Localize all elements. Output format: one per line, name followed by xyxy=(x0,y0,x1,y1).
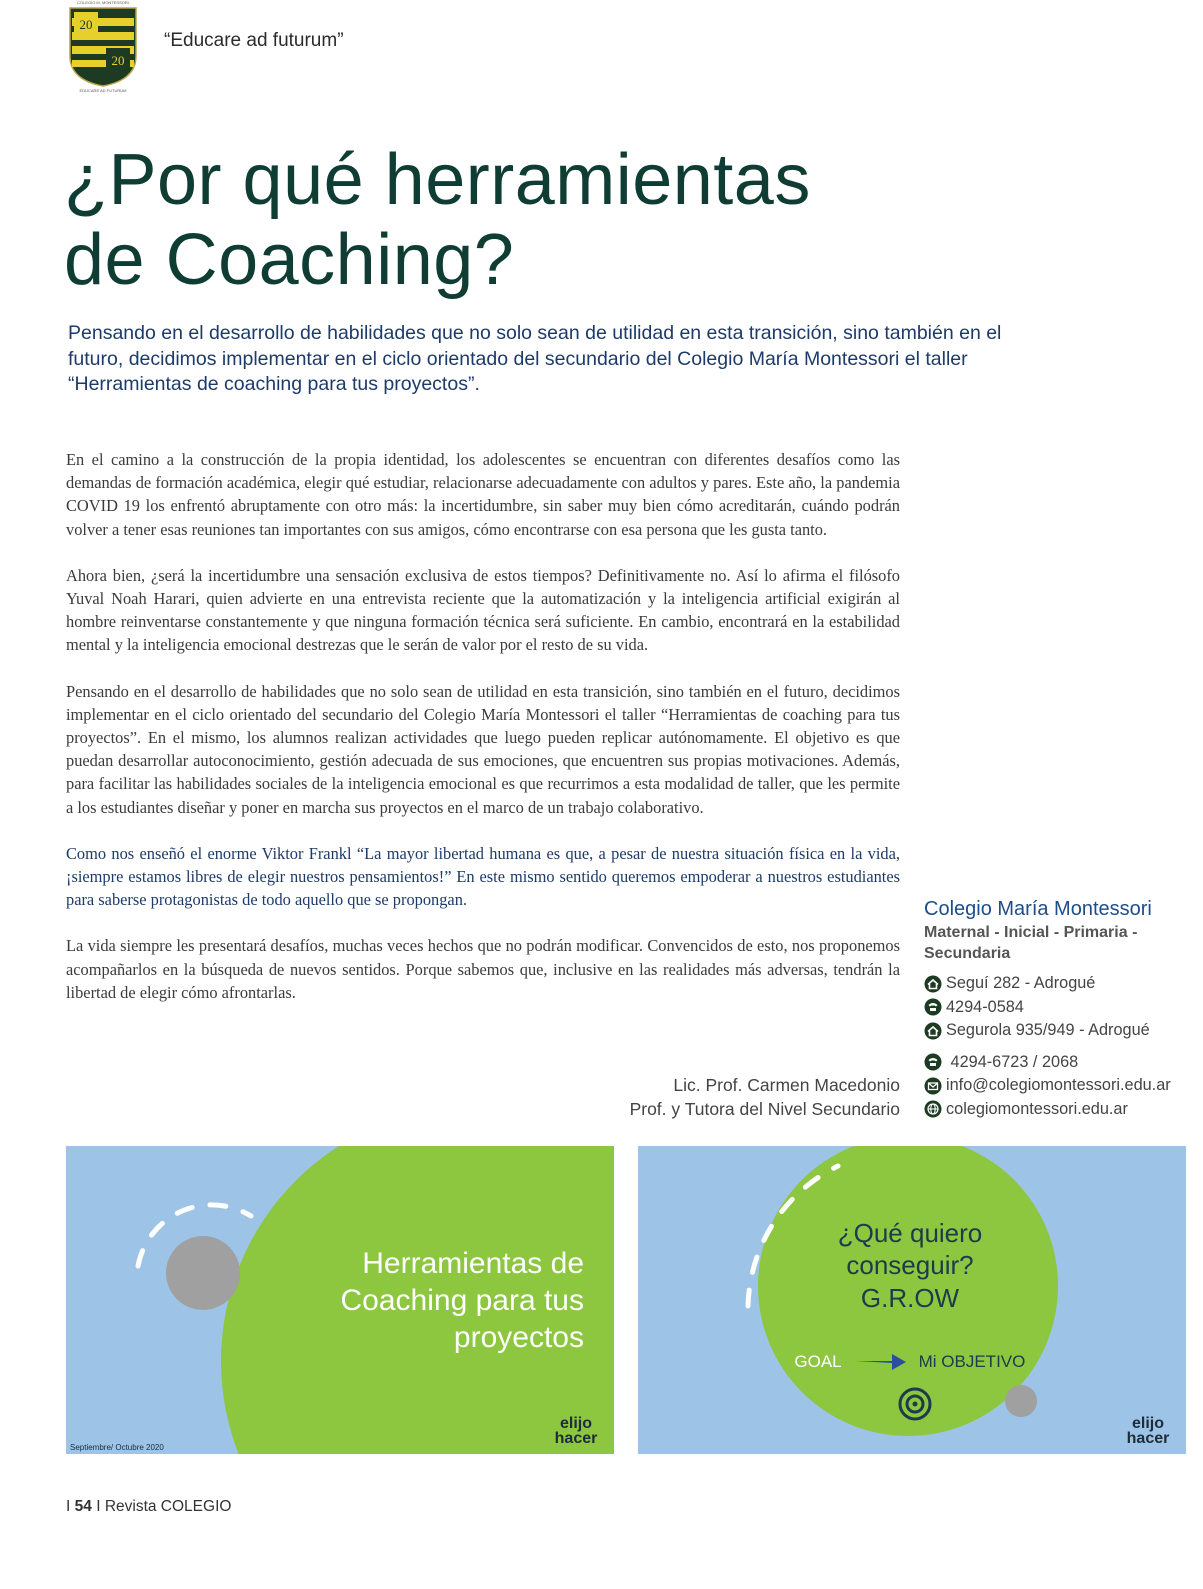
goal-label: GOAL xyxy=(794,1352,842,1371)
body-paragraph-2: Ahora bien, ¿será la incertidumbre una sensación exclusiva de estos tiempos? Definitivamente no. Así lo afirma el filósofo Yuval Noah Harari, quien advierte en una entrevista reciente que la automatización y la inteligencia artificial exigirán al hombre reinventarse constantemente y que ninguna formación técnica será suficiente. En cambio, encontrará en la estabilidad mental y la inteligencia emocional destrezas que le serán de valor por el resto de su vida. xyxy=(66,565,900,655)
page-number: 54 xyxy=(74,1498,92,1515)
image-right-line-1: ¿Qué quiero xyxy=(837,1218,983,1248)
contact-phone-1-text: 4294-0584 xyxy=(946,997,1024,1016)
contact-email[interactable] xyxy=(924,1074,1194,1098)
contact-email-text[interactable]: info@colegiomontessori.edu.ar xyxy=(946,1076,1171,1094)
motto: “Educare ad futurum” xyxy=(164,30,344,51)
magazine-name: Revista COLEGIO xyxy=(104,1498,232,1515)
phone-icon xyxy=(924,998,942,1016)
image-date: Septiembre/ Octubre 2020 xyxy=(70,1443,164,1452)
image-left-line-1: Herramientas de xyxy=(362,1247,584,1280)
contact-website-text[interactable]: colegiomontessori.edu.ar xyxy=(946,1099,1128,1118)
workshop-image-left xyxy=(66,1146,614,1454)
contact-box xyxy=(924,896,1194,1121)
logo-number-bottom: 20 xyxy=(111,53,125,68)
image-left-line-3: proyectos xyxy=(453,1321,584,1354)
body-paragraph-5: La vida siempre les presentará desafíos, muchas veces hechos que no podrán modificar. Convencidos de esto, nos proponemos acompañarlos en la búsqueda de nuevos sentidos. Porque sabemos que, inclusive en las realidades más adversas, tendrán la libertad de elegir cómo afrontarlas. xyxy=(66,936,900,1002)
image-right-line-3: G.R.OW xyxy=(860,1283,960,1313)
logo-number-top: 20 xyxy=(79,17,93,32)
title-line-1: ¿Por qué herramientas xyxy=(64,140,811,220)
image-right-line-2: conseguir? xyxy=(846,1250,974,1280)
logo-top-text: COLEGIO M. MONTESSORI xyxy=(77,0,129,5)
contact-website[interactable] xyxy=(924,1098,1194,1122)
home-icon xyxy=(924,1022,942,1040)
brand-line-2: hacer xyxy=(554,1430,598,1447)
contact-address-2-text: Segurola 935/949 - Adrogué xyxy=(946,1021,1150,1039)
footer-separator-left: I xyxy=(66,1498,71,1515)
lead-paragraph: Pensando en el desarrollo de habilidades que no solo sean de utilidad en esta transición, sino también en el futuro, decidimos implementar en el ciclo orientado del secundario del Colegio María Montessori el taller “Herramientas de coaching para tus proyectos”. xyxy=(68,322,1002,395)
workshop-image-right xyxy=(638,1146,1186,1454)
email-icon xyxy=(924,1077,942,1095)
contact-phone-1 xyxy=(924,996,1194,1020)
logo-bottom-text: EDUCARE AD FUTURUM xyxy=(79,88,127,93)
footer-separator-right: I xyxy=(96,1498,101,1515)
contact-address-1 xyxy=(924,972,1194,996)
article-body xyxy=(66,448,900,1027)
grey-circle-shape xyxy=(166,1236,240,1310)
home-icon xyxy=(924,975,942,993)
contact-levels: Maternal - Inicial - Primaria - Secundaria xyxy=(924,924,1138,962)
body-paragraph-1: En el camino a la construcción de la propia identidad, los adolescentes se encuentran con diferentes desafíos como las demandas de formación académica, elegir qué estudiar, relacionarse adecuadamente con adultos y pares. Este año, la pandemia COVID 19 los enfrentó abruptamente con otro más: la incertidumbre, sin saber muy bien cómo acreditarán, cuándo podrán volver a tener esas reuniones tan importantes con sus amigos, cómo encontrarse con esa persona que les gusta tanto. xyxy=(66,450,900,539)
author-role: Prof. y Tutora del Nivel Secundario xyxy=(629,1099,900,1119)
image-left-line-2: Coaching para tus xyxy=(340,1284,584,1317)
brand-line-2: hacer xyxy=(1126,1430,1170,1447)
globe-icon xyxy=(924,1100,942,1118)
title-line-2: de Coaching? xyxy=(64,220,515,300)
contact-school-name: Colegio María Montessori xyxy=(924,898,1152,920)
body-paragraph-3: Pensando en el desarrollo de habilidades que no solo sean de utilidad en esta transición, sino también en el futuro, decidimos implementar en el ciclo orientado del secundario del Colegio María Montessori el taller “Herramientas de coaching para tus proyectos”. En el mismo, los alumnos realizan actividades que luego pueden replicar autónomamente. El objetivo es que puedan desarrollar autoconocimiento, gestión adecuada de sus emociones, que encuentren sus propias motivaciones. Además, para facilitar las habilidades sociales de la inteligencia emocional es que recurrimos a esta modalidad de taller, que les permite a los estudiantes diseñar y poner en marcha sus proyectos en el marco de un trabajo colaborativo. xyxy=(66,681,900,817)
author-signature xyxy=(560,1073,900,1121)
brand-line-1: elijo xyxy=(559,1415,593,1432)
contact-phone-2-text: 4294-6723 / 2068 xyxy=(946,1052,1079,1071)
contact-address-2 xyxy=(924,1019,1194,1043)
school-crest-logo xyxy=(66,0,140,94)
article-title xyxy=(64,140,964,300)
objective-label: Mi OBJETIVO xyxy=(918,1352,1026,1371)
phone-icon xyxy=(924,1053,942,1071)
contact-address-1-text: Seguí 282 - Adrogué xyxy=(946,974,1096,992)
body-paragraph-quote: Como nos enseñó el enorme Viktor Frankl “La mayor libertad humana es que, a pesar de nuestra situación física en la vida, ¡siempre estamos libres de elegir nuestros pensamientos!” En este mismo sentido queremos empoderar a nuestros estudiantes para saberse protagonistas de todo aquello que se propongan. xyxy=(66,843,900,910)
author-name: Lic. Prof. Carmen Macedonio xyxy=(673,1075,900,1095)
contact-phone-2 xyxy=(924,1051,1194,1075)
brand-line-1: elijo xyxy=(1131,1415,1165,1432)
grey-circle-shape xyxy=(1005,1385,1037,1417)
page-footer xyxy=(66,1498,231,1516)
